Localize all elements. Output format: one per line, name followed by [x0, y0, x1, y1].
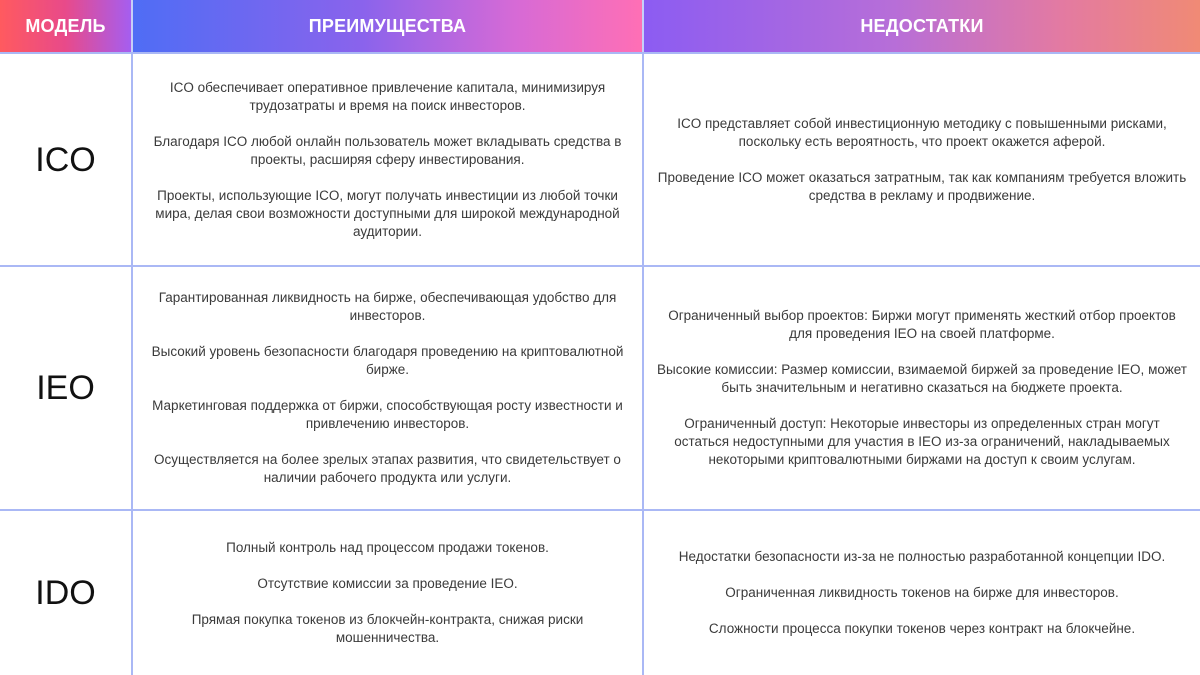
advantage-item: ICO обеспечивает оперативное привлечение капитала, минимизируя трудозатраты и время на поиск инвесторов.: [169, 79, 606, 113]
header-disadvantages: НЕДОСТАТКИ: [642, 0, 1200, 52]
advantages-cell-ieo: [131, 265, 642, 509]
disadvantages-cell-ico: [642, 52, 1200, 265]
advantage-item: Полный контроль над процессом продажи токенов.: [226, 540, 549, 555]
disadvantage-item: ICO представляет собой инвестиционную методику с повышенными рисками, поскольку есть вероятность, что проект окажется аферой.: [677, 115, 1167, 149]
disadvantages-cell-ido: [642, 509, 1200, 675]
advantage-item: Благодаря ICO любой онлайн пользователь может вкладывать средства в проекты, расширяя сферу инвестирования.: [153, 133, 622, 167]
model-cell-ieo: IEO: [0, 265, 131, 509]
advantage-item: Гарантированная ликвидность на бирже, обеспечивающая удобство для инвесторов.: [158, 290, 617, 323]
advantage-item: Маркетинговая поддержка от биржи, способствующая росту известности и привлечению инвесторов.: [152, 398, 623, 431]
disadvantage-item: Проведение ICO может оказаться затратным, так как компаниям требуется вложить средства в рекламу и продвижение.: [657, 169, 1187, 203]
header-advantages: ПРЕИМУЩЕСТВА: [131, 0, 642, 52]
model-cell-ido: IDO: [0, 509, 131, 675]
advantage-item: Прямая покупка токенов из блокчейн-контракта, снижая риски мошенничества.: [191, 612, 584, 645]
disadvantage-item: Недостатки безопасности из-за не полностью разработанной концепции IDO.: [678, 549, 1166, 564]
advantage-item: Высокий уровень безопасности благодаря проведению на криптовалютной бирже.: [151, 344, 624, 377]
advantage-item: Отсутствие комиссии за проведение IEO.: [257, 576, 518, 591]
advantage-item: Проекты, использующие ICO, могут получать инвестиции из любой точки мира, делая свои возможности доступными для широкой международной аудитории.: [155, 187, 620, 239]
model-cell-ico: ICO: [0, 52, 131, 265]
disadvantage-item: Ограниченный доступ: Некоторые инвесторы из определенных стран могут остаться недоступными для участия в IEO из-за ограничений, накладываемых некоторыми криптовалютными биржами на доступ к своим услугам.: [674, 416, 1170, 467]
header-model: МОДЕЛЬ: [0, 0, 131, 52]
advantage-item: Осуществляется на более зрелых этапах развития, что свидетельствует о наличии рабочего продукта или услуги.: [154, 452, 621, 485]
disadvantage-item: Высокие комиссии: Размер комиссии, взимаемой биржей за проведение IEO, может быть значительным и негативно сказаться на бюджете проекта.: [657, 362, 1187, 395]
disadvantage-item: Ограниченная ликвидность токенов на бирже для инвесторов.: [725, 585, 1119, 600]
advantages-cell-ido: [131, 509, 642, 675]
disadvantage-item: Ограниченный выбор проектов: Биржи могут применять жесткий отбор проектов для проведения IEO на своей платформе.: [668, 308, 1176, 341]
disadvantages-cell-ieo: [642, 265, 1200, 509]
disadvantage-item: Сложности процесса покупки токенов через контракт на блокчейне.: [708, 621, 1136, 636]
advantages-cell-ico: [131, 52, 642, 265]
